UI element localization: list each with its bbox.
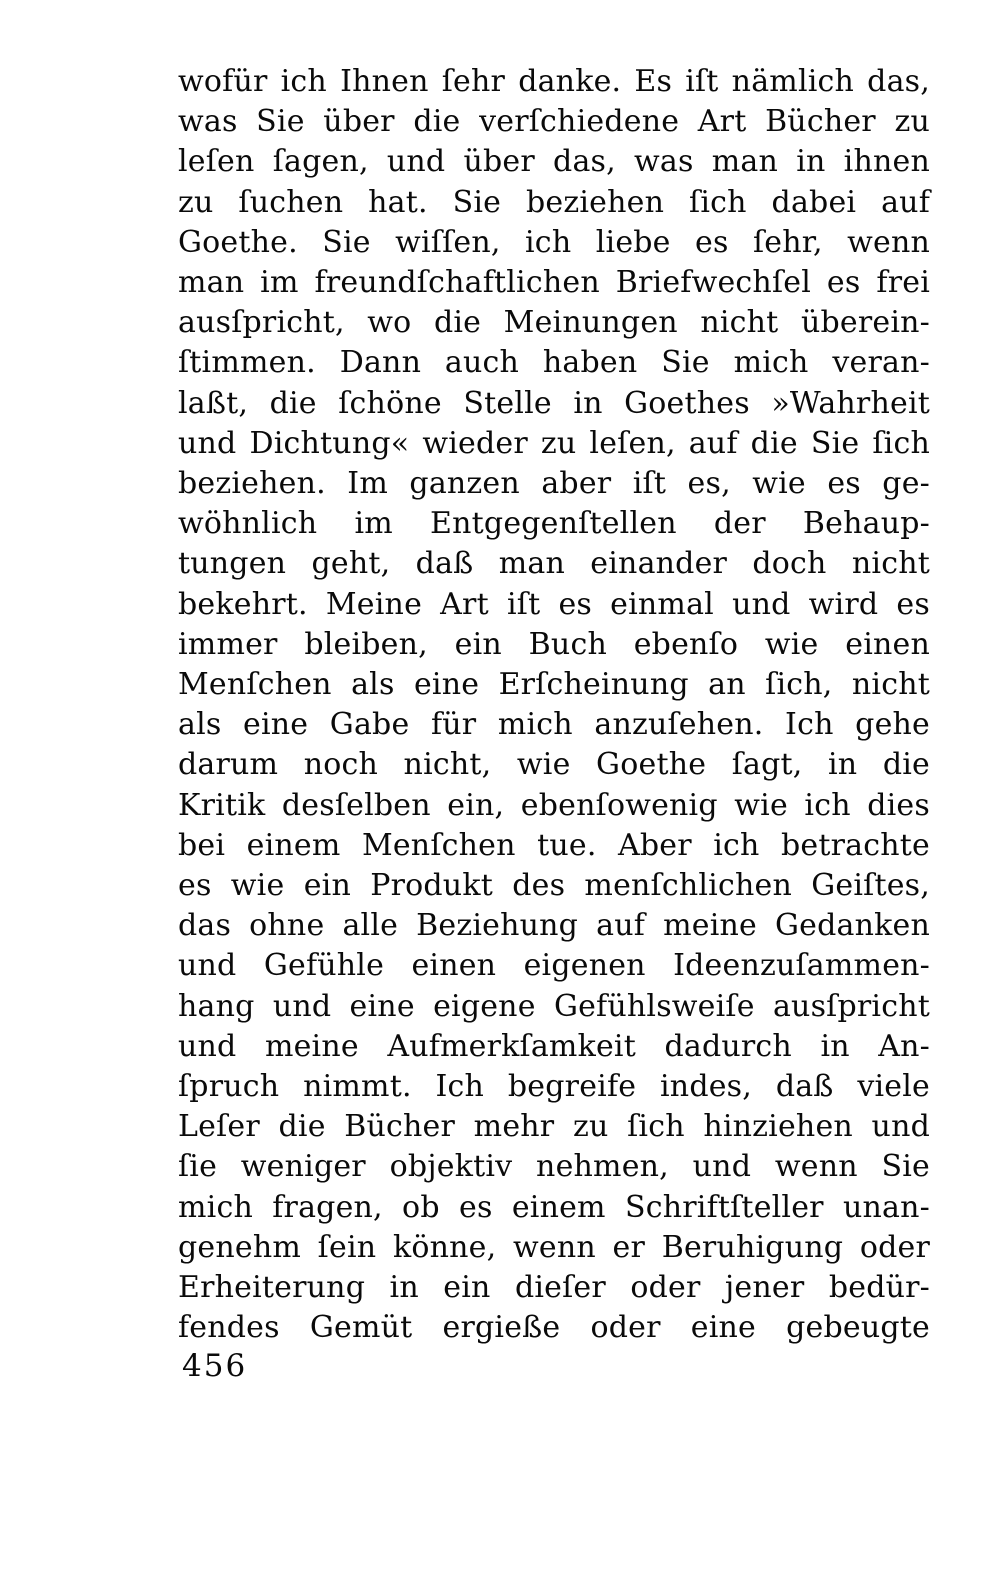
text-line: was Sie über die verſchiedene Art Bücher zu (178, 104, 930, 140)
text-line: Menſchen als eine Erſcheinung an ſich, nicht (178, 667, 930, 703)
text-line: Goethe. Sie wiſſen, ich liebe es ſehr, wenn (178, 224, 930, 260)
text-line: wöhnlich im Entgegenſtellen der Behaup- (178, 506, 930, 542)
text-line: ſie weniger objektiv nehmen, und wenn Sie (178, 1149, 930, 1185)
body-text (178, 62, 930, 1349)
text-line: tungen geht, daß man einander doch nicht (178, 546, 930, 582)
text-line: ausſpricht, wo die Meinungen nicht überein- (178, 305, 930, 341)
text-line: das ohne alle Beziehung auf meine Gedanken (178, 908, 930, 944)
text-line: bei einem Menſchen tue. Aber ich betrachte (178, 827, 930, 863)
text-line: genehm ſein könne, wenn er Beruhigung oder (178, 1229, 930, 1265)
text-line: immer bleiben, ein Buch ebenſo wie einen (178, 626, 930, 662)
text-line: laßt, die ſchöne Stelle in Goethes »Wahrheit (178, 385, 930, 421)
text-line: und meine Aufmerkſamkeit dadurch in An- (178, 1028, 930, 1064)
text-line: Kritik desſelben ein, ebenſowenig wie ich dies (178, 787, 930, 823)
text-line: mich fragen, ob es einem Schriftſteller unan- (178, 1189, 930, 1225)
text-line: zu ſuchen hat. Sie beziehen ſich dabei auf (178, 184, 930, 220)
text-line: fendes Gemüt ergieße oder eine gebeugte (178, 1310, 930, 1346)
text-line: ſpruch nimmt. Ich begreife indes, daß viele (178, 1069, 930, 1105)
text-line: und Gefühle einen eigenen Ideenzuſammen- (178, 948, 930, 984)
text-line: hang und eine eigene Gefühlsweiſe ausſpricht (178, 988, 930, 1024)
text-line: und Dichtung« wieder zu leſen, auf die Sie ſich (178, 425, 930, 461)
text-line: bekehrt. Meine Art iſt es einmal und wird es (178, 586, 930, 622)
text-line: Leſer die Bücher mehr zu ſich hinziehen und (178, 1109, 930, 1145)
text-line: darum noch nicht, wie Goethe ſagt, in die (178, 747, 930, 783)
text-line: leſen ſagen, und über das, was man in ihnen (178, 144, 930, 180)
page-number: 456 (182, 1348, 248, 1384)
text-line: es wie ein Produkt des menſchlichen Geiſtes, (178, 868, 930, 904)
text-line: man im freundſchaftlichen Briefwechſel es frei (178, 265, 930, 301)
text-line: beziehen. Im ganzen aber iſt es, wie es ge- (178, 466, 930, 502)
text-line: als eine Gabe für mich anzuſehen. Ich gehe (178, 707, 930, 743)
text-line: Erheiterung in ein dieſer oder jener bedür- (178, 1270, 930, 1306)
text-line: ſtimmen. Dann auch haben Sie mich veran- (178, 345, 930, 381)
text-line: wofür ich Ihnen ſehr danke. Es iſt nämlich das, (178, 64, 930, 99)
